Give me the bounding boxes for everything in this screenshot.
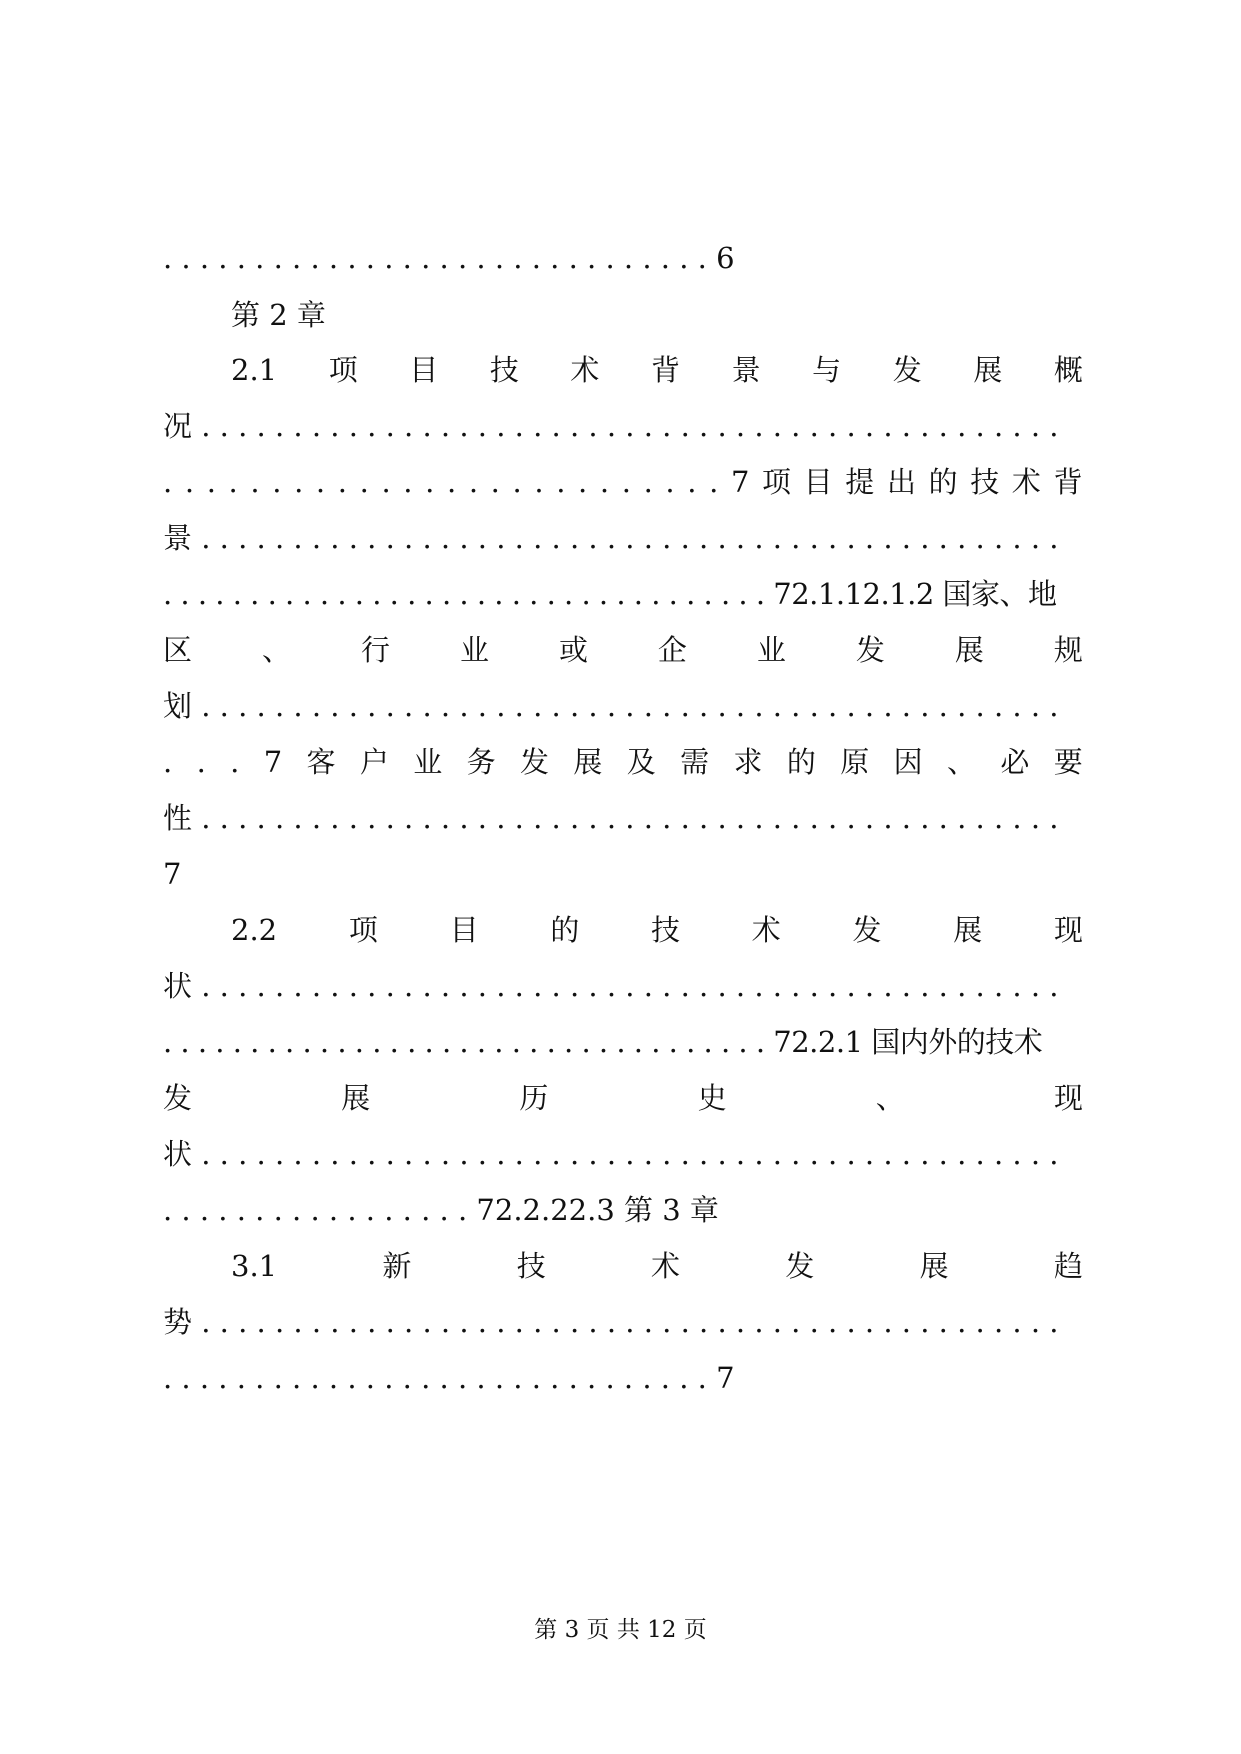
toc-line-3-1: 3.1 新 技 术 发 展 趋 — [231, 1249, 1083, 1283]
toc-line-item-3: 区 、 行 业 或 企 业 发 展 规 — [163, 633, 1083, 667]
toc-line-dots-5: 状 . . . . . . . . . . . . . . . . . . . . . . . . . . . . . . . . . . . . . . . . . . . . . . . — [163, 969, 1059, 1003]
toc-line-dots-2: 景 . . . . . . . . . . . . . . . . . . . . . . . . . . . . . . . . . . . . . . . . . . . . . . . — [163, 521, 1059, 555]
toc-line-page-7: 7 — [163, 857, 182, 891]
toc-line-dots-7: 势 . . . . . . . . . . . . . . . . . . . . . . . . . . . . . . . . . . . . . . . . . . . . . . . — [163, 1305, 1059, 1339]
page-footer: 第 3 页 共 12 页 — [534, 1617, 707, 1643]
toc-line-dots-4: 性 . . . . . . . . . . . . . . . . . . . . . . . . . . . . . . . . . . . . . . . . . . . . . . . — [163, 801, 1059, 835]
toc-line-item-1: . . . . . . . . . . . . . . . . . . . . . . . . . . 7 项 目 提 出 的 技 术 背 — [163, 465, 1083, 499]
toc-line-item-5: . . . . . . . . . . . . . . . . . . . . . . . . . . . . . . . . . . . 72.2.1 国内外的技术 — [163, 1025, 1043, 1059]
toc-line-2-1: 2.1 项 目 技 术 背 景 与 发 展 概 — [231, 353, 1083, 387]
toc-line-dots-3: 划 . . . . . . . . . . . . . . . . . . . . . . . . . . . . . . . . . . . . . . . . . . . . . . . — [163, 689, 1059, 723]
toc-line-2-2: 2.2 项 目 的 技 术 发 展 现 — [231, 913, 1083, 947]
toc-line-chapter-3: . . . . . . . . . . . . . . . . . 72.2.22.3 第 3 章 — [163, 1193, 719, 1227]
toc-line-chapter-2: 第 2 章 — [231, 298, 326, 332]
toc-line-item-2: . . . . . . . . . . . . . . . . . . . . . . . . . . . . . . . . . . . 72.1.12.1.2 国家、地 — [163, 577, 1057, 611]
toc-line-item-4: . . . 7 客 户 业 务 发 展 及 需 求 的 原 因 、 必 要 — [163, 745, 1083, 779]
toc-line-item-6: 发 展 历 史 、 现 — [163, 1081, 1083, 1115]
toc-line-dots-1: 况 . . . . . . . . . . . . . . . . . . . . . . . . . . . . . . . . . . . . . . . . . . . . . . . — [163, 409, 1059, 443]
toc-line-1: . . . . . . . . . . . . . . . . . . . . . . . . . . . . . . 6 — [163, 241, 735, 275]
toc-line-dots-6: 状 . . . . . . . . . . . . . . . . . . . . . . . . . . . . . . . . . . . . . . . . . . . . . . . — [163, 1137, 1059, 1171]
toc-line-dots-8: . . . . . . . . . . . . . . . . . . . . . . . . . . . . . . 7 — [163, 1361, 735, 1395]
